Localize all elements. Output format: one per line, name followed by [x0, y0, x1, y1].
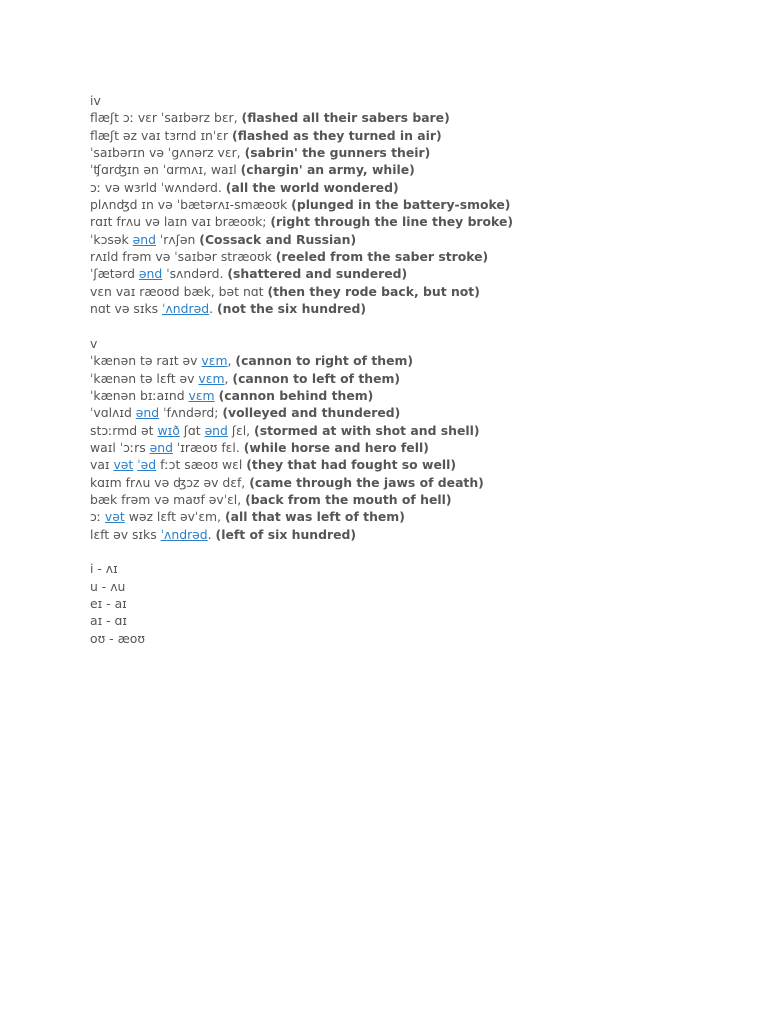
verse-line — [90, 508, 730, 525]
verse-line — [90, 456, 730, 473]
verse-line — [90, 387, 730, 404]
phonetic-text: . — [209, 301, 217, 317]
verse-line — [90, 196, 730, 213]
phonetic-text: vɛn vaɪ ræoʊd bæk, bət nɑt — [90, 283, 268, 299]
verse-line — [90, 231, 730, 248]
phonetic-text: stɔːrmd ət — [90, 422, 158, 438]
english-translation: (flashed all their sabers bare) — [241, 110, 450, 126]
pronunciation-link[interactable]: ənd — [135, 405, 160, 421]
english-translation: (Cossack and Russian) — [199, 231, 357, 247]
phonetic-text: ˈrʌʃən — [155, 231, 200, 247]
pronunciation-link[interactable]: ˈʌndrəd — [160, 526, 208, 542]
verse-line — [90, 248, 730, 265]
stanza-v-heading: v — [90, 335, 98, 351]
pronunciation-link[interactable]: vɛm — [188, 387, 215, 403]
phonetic-text: ˈkænən tə lɛft əv — [90, 370, 199, 386]
phonetic-text: lɛft əv sɪks — [90, 526, 161, 542]
english-translation: (not the six hundred) — [216, 301, 366, 317]
english-translation: (cannon behind them) — [218, 387, 374, 403]
english-translation: (plunged in the battery-smoke) — [291, 197, 511, 213]
english-translation: (all that was left of them) — [224, 509, 405, 525]
phonetic-text: rɑɪt frʌu və laɪn vaɪ bræoʊk; — [90, 214, 271, 230]
pronunciation-link[interactable]: ənd — [149, 439, 173, 455]
vowel-key — [90, 560, 730, 647]
pronunciation-link[interactable]: ənd — [138, 266, 163, 282]
pronunciation-link[interactable]: vɛm — [201, 353, 228, 369]
english-translation: (reeled from the saber stroke) — [275, 249, 489, 265]
stanza-v — [90, 352, 730, 543]
english-translation: (they that had fought so well) — [246, 457, 457, 473]
stanza-gap — [90, 317, 730, 334]
english-translation: (cannon to right of them) — [235, 353, 414, 369]
phonetic-text: , — [227, 353, 236, 369]
stanza-gap — [90, 543, 730, 560]
verse-line — [90, 109, 730, 126]
phonetic-text: flæʃt əz vaɪ tɜrnd ɪnˈɛr — [90, 127, 233, 143]
english-translation: (sabrin' the gunners their) — [244, 145, 431, 161]
phonetic-text: ɔː — [90, 509, 105, 525]
phonetic-text: ˈʧɑrʤɪn ən ˈɑrmʌɪ, waɪl — [90, 162, 241, 178]
phonetic-text: nɑt və sɪks — [90, 301, 163, 317]
verse-line — [90, 300, 730, 317]
stanza-iv-heading: iv — [90, 93, 101, 108]
pronunciation-link[interactable]: vət — [113, 457, 134, 473]
vowel-key-entry: eɪ - aɪ — [90, 595, 127, 611]
pronunciation-link[interactable]: wɪð — [157, 422, 180, 438]
vowel-key-entry: oʊ - æoʊ — [90, 630, 145, 646]
english-translation: (volleyed and thundered) — [222, 405, 401, 421]
phonetic-text: ɔː və wɜrld ˈwʌndərd. — [90, 179, 226, 195]
verse-line — [90, 439, 730, 456]
phonetic-text: ʃɑt — [179, 422, 205, 438]
verse-line — [90, 352, 730, 369]
verse-line — [90, 213, 730, 230]
verse-line — [90, 127, 730, 144]
english-translation: (back from the mouth of hell) — [245, 491, 452, 507]
english-translation: (cannon to left of them) — [232, 370, 401, 386]
english-translation: (chargin' an army, while) — [240, 162, 415, 178]
verse-line — [90, 491, 730, 508]
verse-line — [90, 474, 730, 491]
phonetic-text: ˈɪræoʊ fɛl. — [172, 439, 244, 455]
phonetic-text: plʌnʤd ɪn və ˈbætərʌɪ-smæoʊk — [90, 197, 292, 213]
phonetic-text: ˈfʌndərd; — [159, 405, 223, 421]
phonetic-text: flæʃt ɔː vɛr ˈsaɪbərz bɛr, — [90, 110, 242, 126]
phonetic-text: bæk frəm və maʊf əvˈɛl, — [90, 491, 246, 507]
phonetic-text: ˈkænən tə raɪt əv — [90, 353, 202, 369]
stanza-iv — [90, 109, 730, 317]
phonetic-text: rʌɪld frəm və ˈsaɪbər stræoʊk — [90, 249, 276, 265]
phonetic-text: ʃɛl, — [227, 422, 255, 438]
verse-line — [90, 404, 730, 421]
phonetic-text: kɑɪm frʌu və ʤɔz əv dɛf, — [90, 474, 250, 490]
english-translation: (right through the line they broke) — [270, 214, 514, 230]
verse-line — [90, 283, 730, 300]
english-translation: (flashed as they turned in air) — [232, 127, 442, 143]
phonetic-text: vaɪ — [90, 457, 114, 473]
pronunciation-link[interactable]: ənd — [132, 231, 156, 247]
phonetic-text: waɪl ˈɔːrs — [90, 439, 150, 455]
english-translation: (while horse and hero fell) — [243, 439, 429, 455]
phonetic-text: . — [207, 526, 216, 542]
phonetic-text: ˈʃætərd — [90, 266, 139, 282]
vowel-key-entry: aɪ - ɑɪ — [90, 613, 128, 629]
document-body — [90, 92, 730, 647]
verse-line — [90, 144, 730, 161]
phonetic-text: ˈkɔsək — [90, 231, 133, 247]
verse-line — [90, 161, 730, 178]
verse-line — [90, 370, 730, 387]
phonetic-text: , — [224, 370, 233, 386]
verse-line — [90, 179, 730, 196]
pronunciation-link[interactable]: vət — [104, 509, 125, 525]
pronunciation-link[interactable]: vɛm — [198, 370, 225, 386]
english-translation: (stormed at with shot and shell) — [254, 422, 480, 438]
english-translation: (shattered and sundered) — [227, 266, 408, 282]
phonetic-text: ˈvɑlʌɪd — [90, 405, 136, 421]
english-translation: (left of six hundred) — [215, 526, 357, 542]
phonetic-text: wəz lɛft əvˈɛm, — [124, 509, 225, 525]
phonetic-text: fːɔt sæoʊ wɛl — [156, 457, 247, 473]
verse-line — [90, 422, 730, 439]
english-translation: (came through the jaws of death) — [249, 474, 484, 490]
phonetic-text: ˈkænən bɪːaɪnd — [90, 387, 189, 403]
verse-line — [90, 265, 730, 282]
english-translation: (then they rode back, but not) — [267, 283, 480, 299]
vowel-key-entry: i - ʌɪ — [90, 561, 118, 577]
english-translation: (all the world wondered) — [225, 179, 399, 195]
phonetic-text: ˈsaɪbərɪn və ˈgʌnərz vɛr, — [90, 145, 245, 161]
phonetic-text: ˈsʌndərd. — [162, 266, 228, 282]
pronunciation-link[interactable]: ənd — [204, 422, 228, 438]
vowel-key-entry: u - ʌu — [90, 578, 126, 594]
verse-line — [90, 526, 730, 543]
pronunciation-link[interactable]: ˈəd — [137, 457, 157, 473]
pronunciation-link[interactable]: ˈʌndrəd — [162, 301, 210, 317]
